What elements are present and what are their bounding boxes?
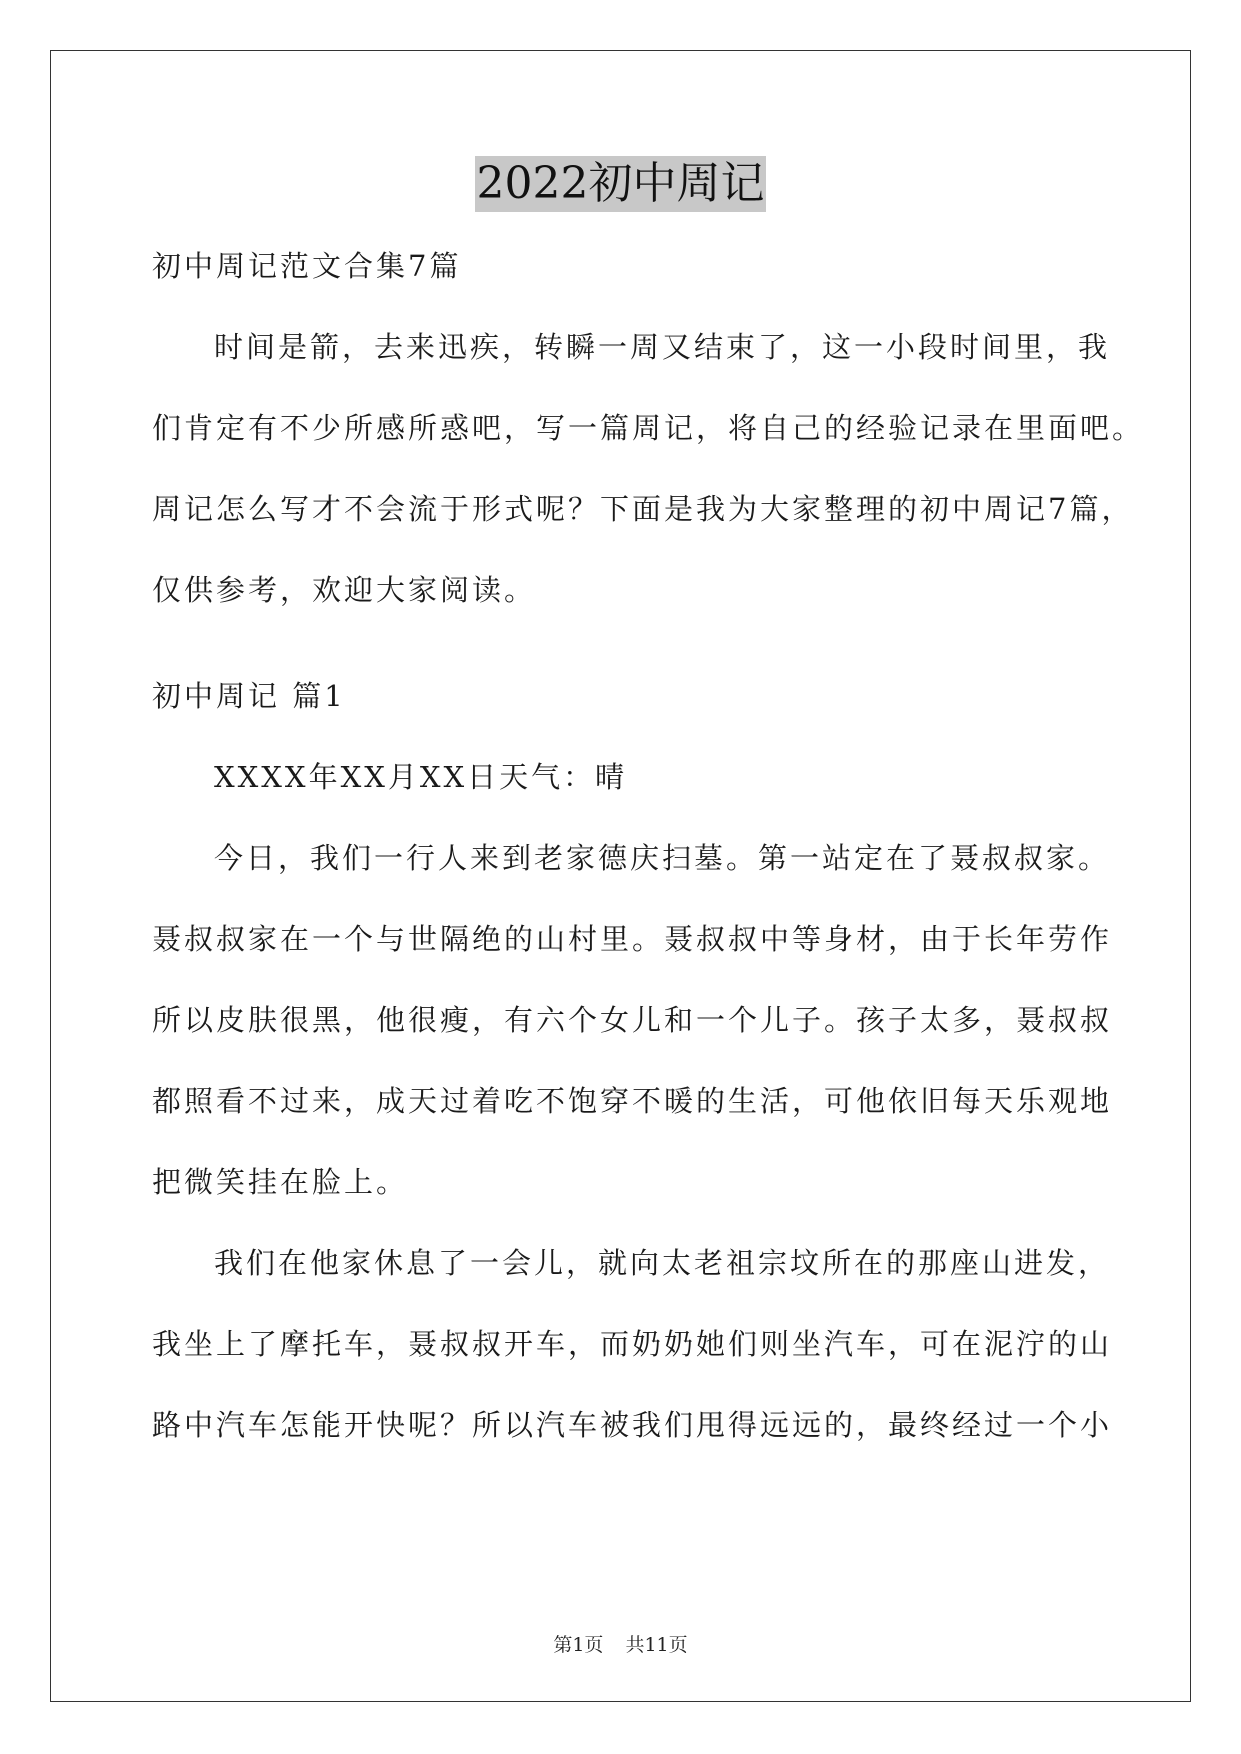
paragraph-line: 聂叔叔家在一个与世隔绝的山村里。聂叔叔中等身材，由于长年劳作	[152, 922, 1113, 956]
intro-line: 仅供参考，欢迎大家阅读。	[152, 573, 537, 607]
page-footer	[0, 1630, 1241, 1657]
paragraph-line: 把微笑挂在脸上。	[152, 1165, 409, 1199]
paragraph-line: 我们在他家休息了一会儿，就向太老祖宗坟所在的那座山进发，	[214, 1246, 1111, 1280]
page-number-total: 共11页	[625, 1634, 688, 1656]
intro-line: 周记怎么写才不会流于形式呢？下面是我为大家整理的初中周记7篇，	[152, 492, 1134, 526]
document-body	[152, 226, 1145, 631]
paragraph-line: 所以皮肤很黑，他很瘦，有六个女儿和一个儿子。孩子太多，聂叔叔	[152, 1003, 1113, 1037]
date-line: XXXX年XX月XX日天气：晴	[214, 760, 628, 794]
section-heading: 初中周记 篇1	[152, 679, 346, 713]
subtitle: 初中周记范文合集7篇	[152, 249, 462, 283]
document-title: 2022初中周记	[475, 156, 767, 212]
paragraph-line: 路中汽车怎能开快呢？所以汽车被我们甩得远远的，最终经过一个小	[152, 1408, 1113, 1442]
intro-line: 们肯定有不少所感所惑吧，写一篇周记，将自己的经验记录在里面吧。	[152, 411, 1145, 445]
intro-line: 时间是箭，去来迅疾，转瞬一周又结束了，这一小段时间里，我	[214, 330, 1111, 364]
paragraph-line: 我坐上了摩托车，聂叔叔开车，而奶奶她们则坐汽车，可在泥泞的山	[152, 1327, 1113, 1361]
paragraph-line: 都照看不过来，成天过着吃不饱穿不暖的生活，可他依旧每天乐观地	[152, 1084, 1113, 1118]
title-container	[0, 156, 1241, 212]
section-1	[152, 656, 1113, 1466]
page-number-current: 第1页	[553, 1634, 604, 1656]
paragraph-line: 今日，我们一行人来到老家德庆扫墓。第一站定在了聂叔叔家。	[214, 841, 1111, 875]
